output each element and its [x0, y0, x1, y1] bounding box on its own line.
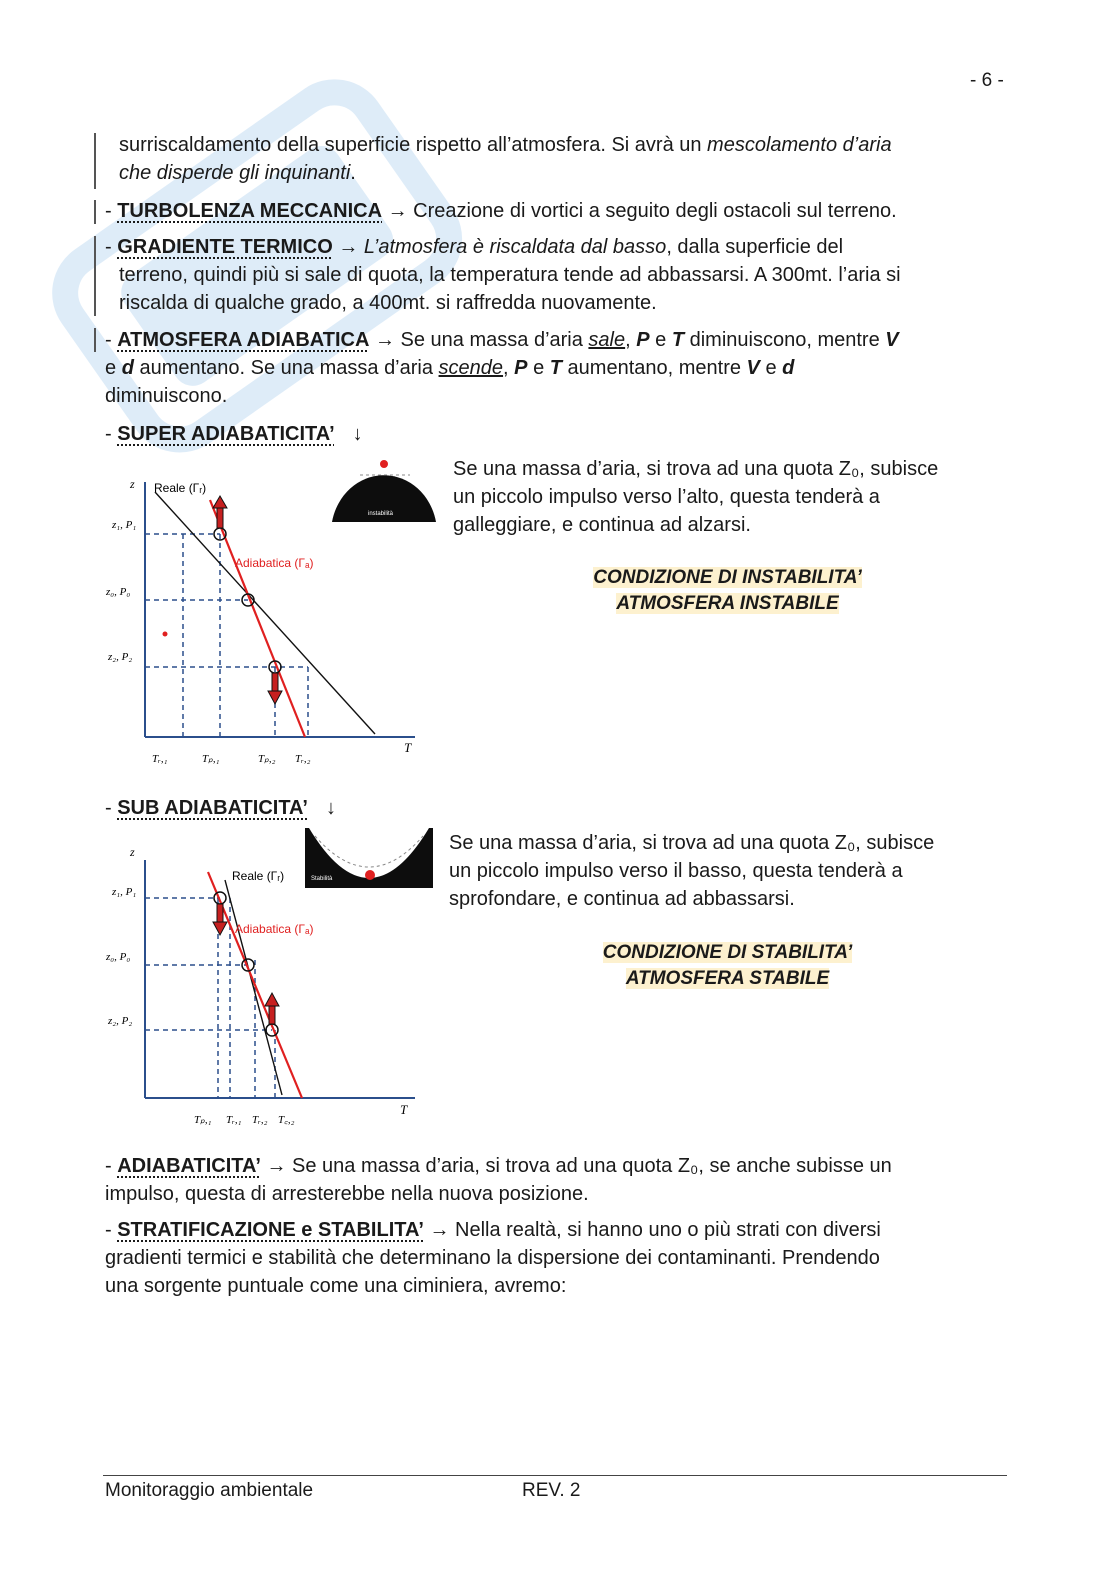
intro-paragraph: surriscaldamento della superficie rispetto all’atmosfera. Si avrà un mescolamento d’aria che disperde gli inquinanti. — [119, 134, 892, 184]
indent-bar — [94, 328, 96, 352]
term-adiabaticita: ADIABATICITA’ — [117, 1155, 261, 1177]
svg-text:z₁, P₁: z₁, P₁ — [112, 886, 137, 898]
svg-text:Tᵣ,₂: Tᵣ,₂ — [295, 753, 311, 765]
svg-text:T꜀,₂: T꜀,₂ — [278, 1114, 295, 1126]
svg-text:Reale (Γᵣ): Reale (Γᵣ) — [232, 869, 285, 883]
svg-text:z₀, P₀: z₀, P₀ — [106, 951, 131, 963]
term-gradiente: GRADIENTE TERMICO — [117, 236, 333, 258]
super-heading: - SUPER ADIABATICITA’ ↓ — [105, 423, 363, 445]
indent-bar — [94, 236, 96, 316]
footer-revision: REV. 2 — [522, 1480, 581, 1501]
term-adiabatica: ATMOSFERA ADIABATICA — [117, 329, 370, 351]
indent-bar — [94, 200, 96, 224]
svg-text:Adiabatica (Γₐ): Adiabatica (Γₐ) — [235, 556, 314, 570]
sub-description: Se una massa d’aria, si trova ad una quota Z₀, subisce un piccolo impulso verso il basso, questa tenderà a sprofondare, e continua ad abbassarsi. — [449, 832, 935, 910]
sub-condition: CONDIZIONE DI STABILITA’ ATMOSFERA STABILE — [602, 942, 853, 989]
turbolenza-paragraph: - TURBOLENZA MECCANICA → Creazione di vortici a seguito degli ostacoli sul terreno. — [105, 200, 897, 222]
svg-text:Tᵣ,₁: Tᵣ,₁ — [226, 1114, 242, 1126]
page-number: - 6 - — [970, 70, 1004, 91]
svg-text:Tₚ,₁: Tₚ,₁ — [194, 1114, 212, 1126]
svg-text:z₀, P₀: z₀, P₀ — [106, 586, 131, 598]
gradiente-paragraph: - GRADIENTE TERMICO → L’atmosfera è riscaldata dal basso, dalla superficie del terreno, quindi più si sale di quota, la temperatura tende ad abbassarsi. A 300mt. l’aria si riscalda di qualche grado, a 400mt. si raffredda nuovamente. — [105, 236, 901, 314]
svg-text:instabilità: instabilità — [368, 511, 394, 517]
svg-text:z₂, P₂: z₂, P₂ — [108, 1015, 133, 1027]
svg-text:Reale (Γᵣ): Reale (Γᵣ) — [154, 481, 207, 495]
svg-text:z: z — [130, 845, 135, 859]
super-description: Se una massa d’aria, si trova ad una quota Z₀, subisce un piccolo impulso verso l’alto, questa tenderà a galleggiare, e continua ad alzarsi. — [453, 458, 939, 536]
svg-text:Tᵣ,₂: Tᵣ,₂ — [252, 1114, 268, 1126]
svg-text:Adiabatica (Γₐ): Adiabatica (Γₐ) — [235, 922, 314, 936]
term-turbolenza: TURBOLENZA MECCANICA — [117, 200, 383, 222]
svg-text:z₂, P₂: z₂, P₂ — [108, 651, 133, 663]
adiabatica-paragraph: - ATMOSFERA ADIABATICA → Se una massa d’aria sale, P e T diminuiscono, mentre V e d aumentano. Se una massa d’aria scende, P e T aumentano, mentre V e d diminuiscono. — [105, 329, 899, 407]
indent-bar — [94, 133, 96, 189]
svg-text:Stabilità: Stabilità — [311, 876, 333, 882]
term-stratificazione: STRATIFICAZIONE e STABILITA’ — [117, 1219, 424, 1241]
stability-bowl-icon — [305, 828, 433, 888]
instability-dome-icon — [330, 455, 440, 525]
svg-text:T: T — [400, 1102, 408, 1117]
svg-text:Tᵣ,₁: Tᵣ,₁ — [152, 753, 168, 765]
sub-heading: - SUB ADIABATICITA’ ↓ — [105, 797, 336, 819]
term-super: SUPER ADIABATICITA’ — [117, 423, 335, 445]
axis-z: z — [130, 477, 135, 491]
term-sub: SUB ADIABATICITA’ — [117, 797, 308, 819]
axis-t: T — [404, 740, 412, 755]
footer-rule — [103, 1475, 1007, 1476]
svg-text:Tₚ,₂: Tₚ,₂ — [258, 753, 276, 765]
stratificazione-paragraph: - STRATIFICAZIONE e STABILITA’ → Nella realtà, si hanno uno o più strati con diversi gradienti termici e stabilità che determinano la dispersione dei contaminanti. Prendendo una sorgente puntuale come una ciminiera, avremo: — [105, 1219, 881, 1297]
svg-text:Tₚ,₁: Tₚ,₁ — [202, 753, 220, 765]
super-condition: CONDIZIONE DI INSTABILITA’ ATMOSFERA INSTABILE — [593, 567, 862, 614]
adiabaticita-paragraph: - ADIABATICITA’ → Se una massa d’aria, si trova ad una quota Z₀, se anche subisse un impulso, questa di arresterebbe nella nuova posizione. — [105, 1155, 892, 1205]
svg-text:z₁, P₁: z₁, P₁ — [112, 519, 137, 531]
footer-title: Monitoraggio ambientale — [105, 1480, 314, 1501]
